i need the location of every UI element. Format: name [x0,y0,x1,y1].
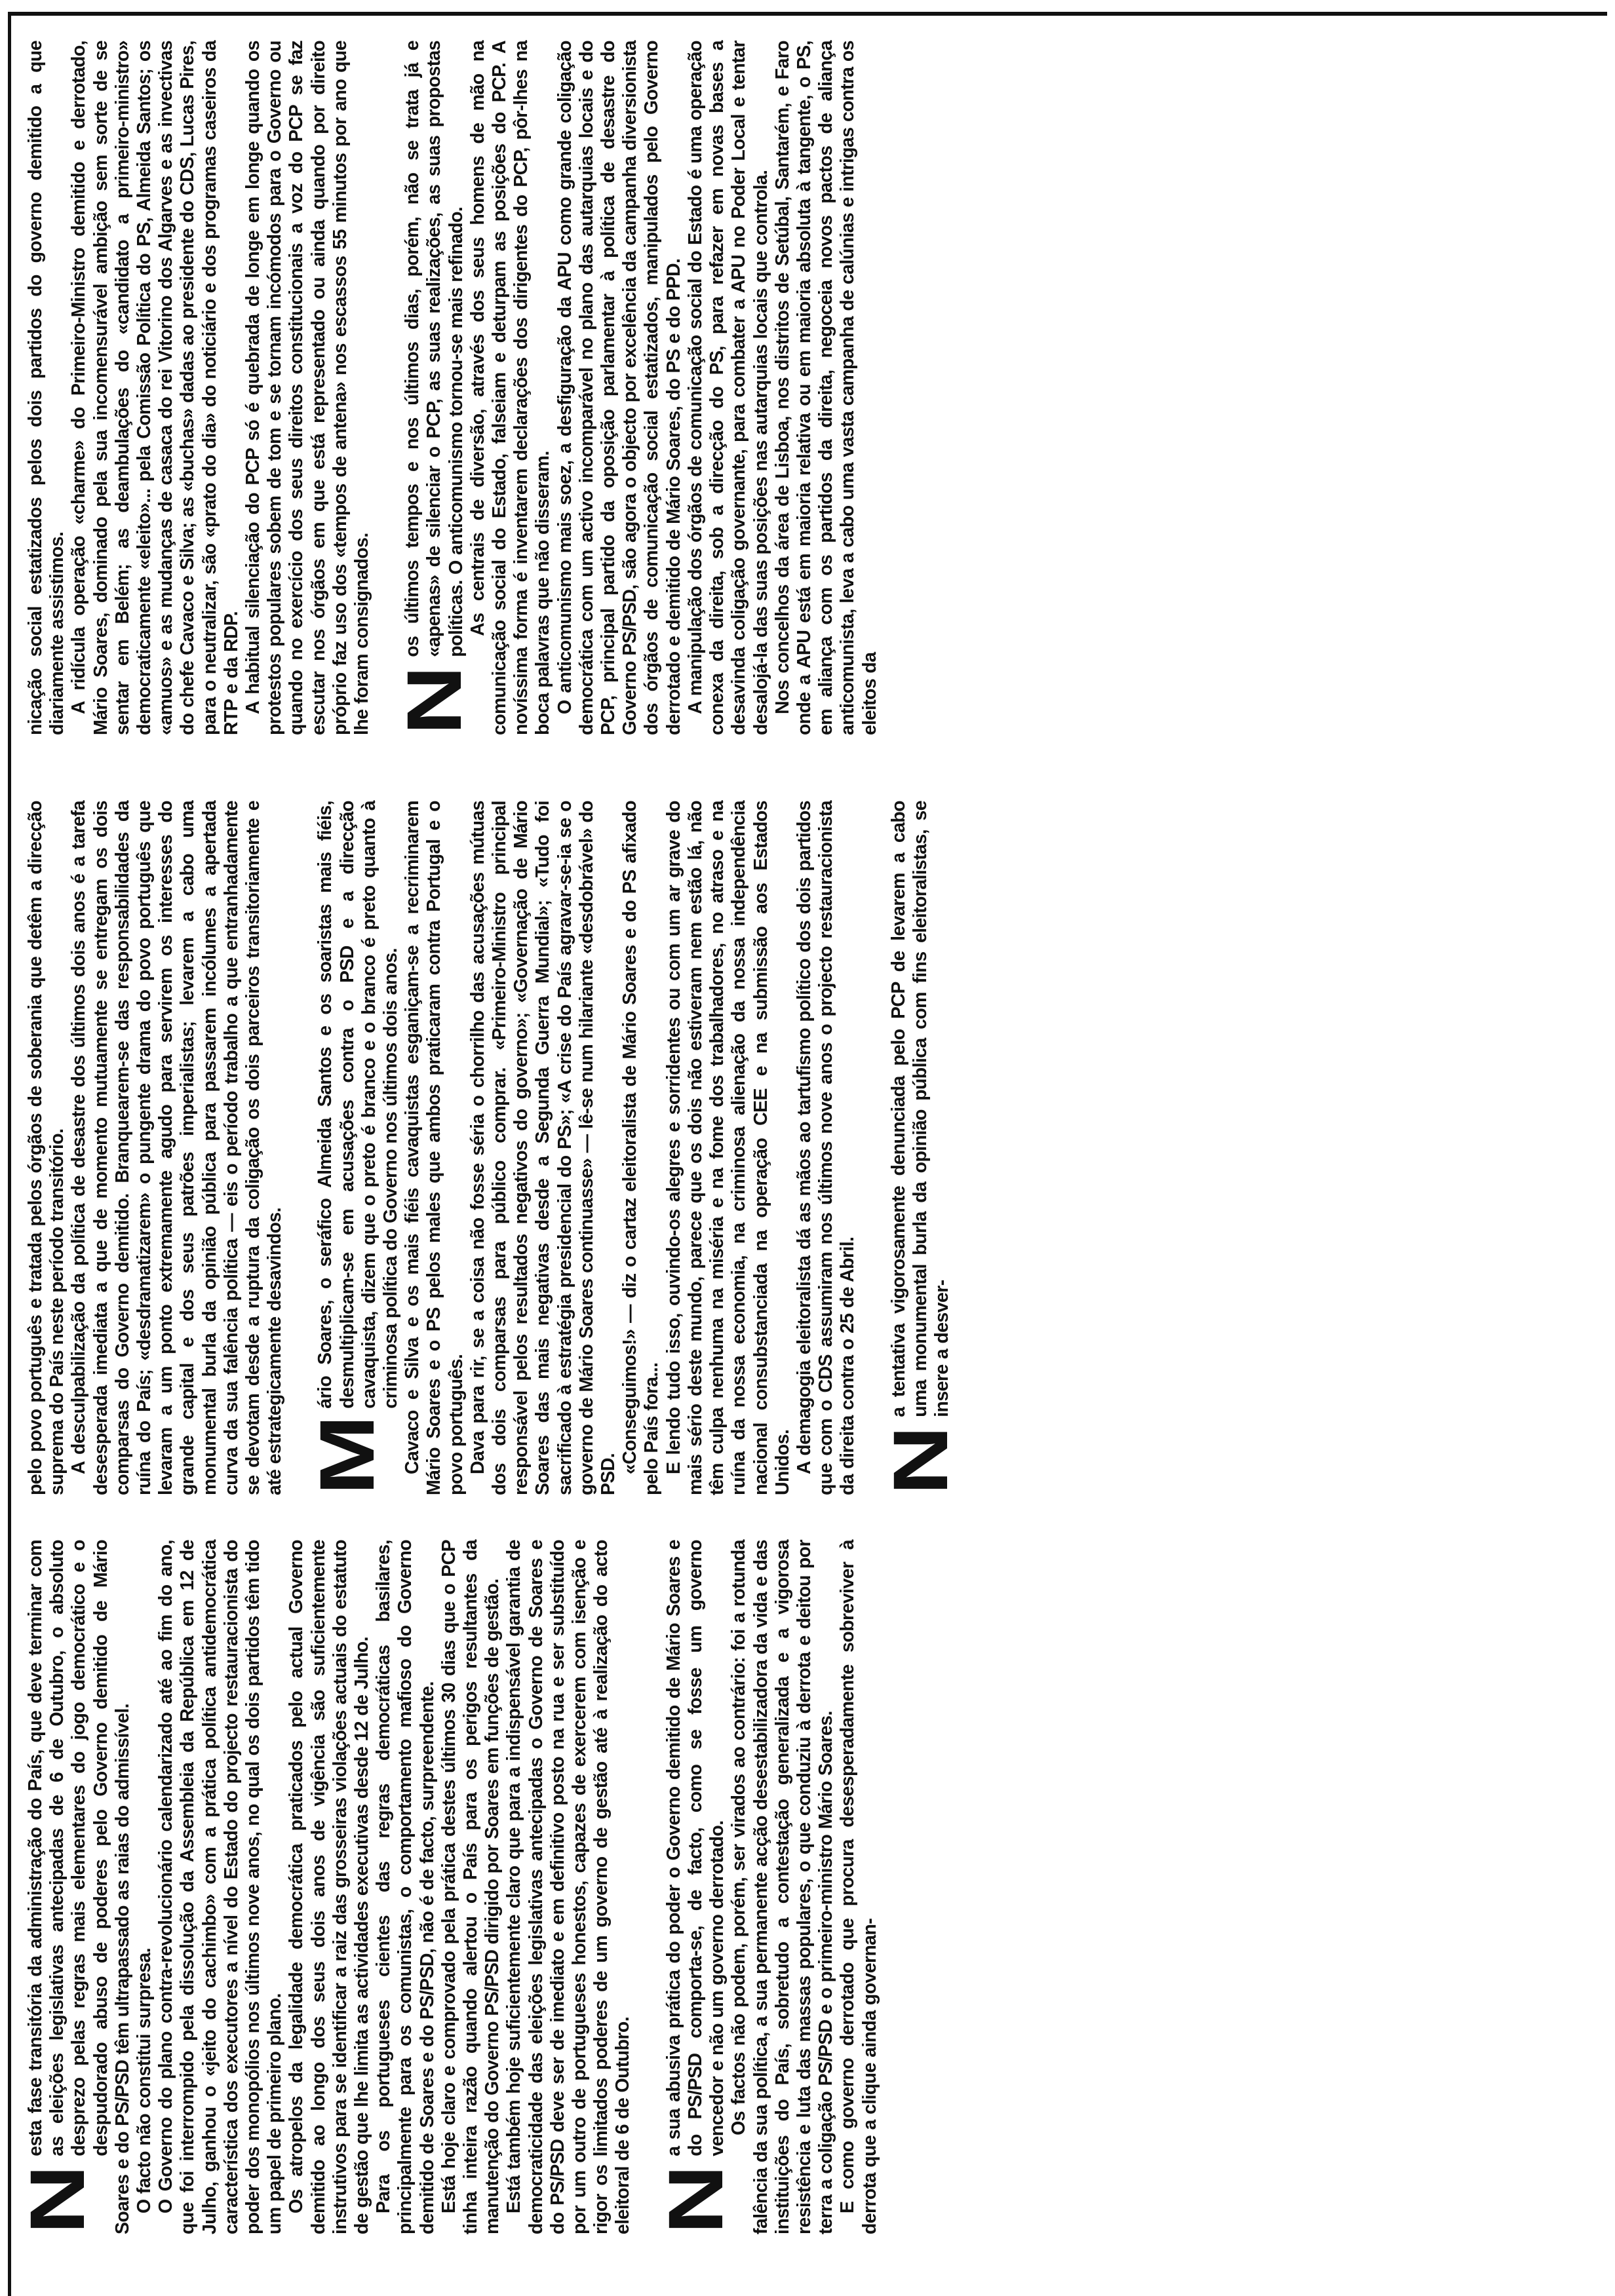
drop-cap: N [877,1425,964,1495]
article-paragraph [155,1540,286,2234]
paragraph-text: Está hoje claro e comprovado pela prática destes últimos 30 dias que o PCP tinha inteira razão quando alertou o País para os perigos resultantes da manutenção do Governo PS/PSD dirigido por Soares em funções de gestão. [438,1540,503,2234]
section-opening-paragraph [14,1540,134,2234]
paragraph-text: a sua abusiva prática do poder o Governo demitido de Mário Soares e do PS/PSD comporta-se, de facto, como se fosse um governo vencedor e não um governo derrotado. [663,1540,728,2156]
article-paragraph [663,801,794,1495]
paragraph-text: E lendo tudo isso, ouvindo-os alegres e sorridentes ou com um ar grave do mais sério deste mundo, parece que os dois não estiveram nem estão lá, não têm culpa nenhuma na miséria e na fome dos trabalhadores, no atraso e na ruína da nossa economia, na criminosa alienação da nossa independência nacional consubstanciada na operação CEE e na submissão aos Estados Unidos. [663,801,793,1495]
paragraph-text: esta fase transitória da administração do País, que deve terminar com as eleições legislativas antecipadas de 6 de Outubro, o absoluto desprezo pelas regras mais elementares do jogo democrático e o despudorado abuso de poderes pelo Governo demitido de Mário Soares e do PS/PSD têm ultrapassado as raias do admissível. [25,1540,133,2234]
article-paragraph [555,41,685,735]
article-paragraph [728,1540,837,2234]
paragraph-text: As centrais de diversão, através dos seus homens de mão na comunicação social do Estado, falseiam e deturpam as posições do PCP. A novíssima forma é inventarem declarações dos dirigentes do PCP, pôr-lhes na boca palavras que não disseram. [467,41,554,735]
paragraph-text: Dava para rir, se a coisa não fosse séria o chorrilho das acusações mútuas dos dois comparsas para público comprar. «Primeiro-Ministro principal responsável pelos resultados negativos do governo»; «Governação de Mário Soares das mais negativas desde a Segunda Guerra Mundial»; «Tudo foi sacrificado à estratégia presidencial do PS»; «A crise do País agravar-se-ia se o governo de Mário Soares continuasse» — lê-se num hilariante «desdobrável» do PSD. [467,801,619,1495]
paragraph-text: Os atropelos da legalidade democrática praticados pelo actual Governo demitido ao longo dos seus dois anos de vigência são suficientemente instrutivos para se identificar a raiz das grosseiras violações actuais do estatuto de gestão que lhe limita as actividades executivas desde 12 de Julho. [286,1540,373,2234]
article-column-1 [14,1540,1598,2234]
article-paragraph [373,1540,438,2234]
paragraph-text: A demagogia eleitoralista dá as mãos ao tartufismo político dos dois partidos que com o CDS assumiram nos últimos nove anos o projecto restauracionista da direita contra o 25 de Abril. [793,801,859,1495]
section-opening-paragraph [877,801,964,1495]
paragraph-text: A habitual silenciação do PCP só é quebrada de longe em longe quando os protestos populares sobem de tom e se tornam incómodos para o Governo ou quando no exercício dos seus direitos constitucionais a voz do PCP se faz escutar nos órgãos em que está representado ou ainda quando por direito próprio faz uso dos «tempos de antena» nos escassos 55 minutos por ano que lhe foram consignados. [243,41,373,735]
paragraph-text: Os factos não podem, porém, ser virados ao contrário: foi a rotunda falência da sua política, a sua permanente acção desestabilizadora da vida e das instituições do País, sobretudo a contestação generalizada e a vigorosa resistência e luta das massas populares, o que conduziu à derrota e deitou por terra a coligação PS/PSD e o primeiro-ministro Mário Soares. [728,1540,837,2234]
article-paragraph [243,41,373,735]
article-paragraph [503,1540,634,2234]
paragraph-text: O Governo do plano contra-revolucionário calendarizado até ao fim do ano, que foi interrompido pela dissolução da Assembleia da República em 12 de Julho, ganhou o «jeito do cachimbo» com a prática política antidemocrática característica dos executores a nível do Estado do projecto restauracionista do poder dos monopólios nos últimos nove anos, no qual os dois partidos têm tido um papel de primeiro plano. [155,1540,286,2234]
article-paragraph [619,801,663,1495]
paragraph-text: Nos concelhos da área de Lisboa, nos distritos de Setúbal, Santarém, e Faro onde a APU está em maioria relativa ou em maioria absoluta à tangente, o PS, em aliança com os partidos da direita, negoceia novos pactos de aliança anticomunista, leva a cabo uma vasta campanha de calúnias e intrigas contra os eleitos da [771,41,880,735]
section-opening-paragraph [391,41,478,735]
paragraph-text: ário Soares, o seráfico Almeida Santos e os soaristas mais fiéis, desmultiplicam-se em acusações contra o PSD e a direcção cavaquista, dizem que o preto é branco e o branco é preto quanto à criminosa política do Governo nos últimos dois anos. [315,801,402,1409]
article-paragraph [402,801,467,1495]
drop-cap: N [14,2164,101,2234]
drop-cap: N [391,665,478,735]
paragraph-text: «Conseguimos!» — diz o cartaz eleitoralista de Mário Soares e do PS afixado pelo País fora... [619,801,663,1495]
page-border-top [8,12,11,2296]
section-opening-paragraph [304,801,402,1495]
paragraph-text: nicação social estatizados pelos dois partidos do governo demitido a que diariamente assistimos. [25,41,68,735]
paragraph-text: pelo povo português e tratada pelos órgãos de soberania que detêm a direcção suprema do País neste período transitório. [25,801,68,1495]
drop-cap: M [304,1415,391,1495]
section-opening-paragraph [652,1540,739,2234]
article-paragraph [685,41,772,735]
paragraph-text: a tentativa vigorosamente denunciada pelo PCP de levarem a cabo uma monumental burla da opinião pública com fins eleitoralistas, se insere a desver- [887,801,952,1417]
paragraph-text: Para os portugueses cientes das regras democráticas basilares, principalmente para os comunistas, o comportamento mafioso do Governo demitido de Soares e do PS/PSD, não é de facto, surpreendente. [373,1540,438,2234]
paragraph-text: Está também hoje suficientemente claro que para a indispensável garantia de democraticidade das eleições legislativas antecipadas o Governo de Soares e do PS/PSD deve ser de imediato e em definitivo posto na rua e ser substituído por um outro de portugueses honestos, capazes de exercerem com isenção e rigor os limitados poderes de um governo de gestão até à realização do acto eleitoral de 6 de Outubro. [503,1540,634,2234]
article-paragraph [467,41,555,735]
paragraph-text: os últimos tempos e nos últimos dias, porém, não se trata já e «apenas» de silenciar o PCP, as suas realizações, as suas propostas políticas. O anticomunismo tornou-se mais refinado. [402,41,467,657]
article-paragraph [837,1540,880,2234]
paragraph-text: Cavaco e Silva e os mais fiéis cavaquistas esganiçam-se a recriminarem Mário Soares e o PS pelos males que ambos praticaram contra Portugal e o povo português. [402,801,467,1495]
article-paragraph [772,41,881,735]
article-paragraph [438,1540,504,2234]
paragraph-text: A ridícula operação «charme» do Primeiro-Ministro demitido e derrotado, Mário Soares, dominado pela sua incomensurável ambição sem sorte de se sentar em Belém; as deambulações do «candidato a primeiro-ministro» democraticamente «eleito»... pela Comissão Política do PS, Almeida Santos; os «amuos» e as mudanças de casaca do rei Vitorino dos Algarves e as invectivas do chefe Cavaco e Silva; as «buchas» dadas ao presidente do CDS, Lucas Pires, para o neutralizar, são «prato do dia» do noticiário e dos programas caseiros da RTP e da RDP. [68,41,242,735]
article-paragraph [25,41,68,735]
article-paragraph [794,801,859,1495]
article-paragraph [286,1540,373,2234]
article-paragraph [68,41,243,735]
paragraph-text: E como governo derrotado que procura desesperadamente sobreviver à derrota que a clique ainda governan- [837,1540,880,2234]
article-column-2 [25,801,1598,1495]
paragraph-text: O facto não constitui surpresa. [134,1947,155,2213]
paragraph-text: O anticomunismo mais soez, a desfiguração da APU como grande coligação democrática com um activo incomparável no plano das autarquias locais e do PCP, principal partido da oposição parlamentar à política de desastre do Governo PS/PSD, são agora o objecto por excelência da campanha diversionista dos órgãos de comunicação social estatizados, manipulados pelo Governo derrotado e demitido de Mário Soares, do PS e do PPD. [554,41,684,735]
drop-cap: N [652,2164,739,2234]
article-paragraph [25,801,68,1495]
article-column-3 [25,41,1598,735]
article-paragraph [467,801,619,1495]
paragraph-text: A desculpabilização da política de desastre dos últimos dois anos é a tarefa desesperada imediata a que de momento mutuamente se entregam os dois comparsas do Governo demitido. Branquearem-se das responsabilidades da ruína do País; «desdramatizarem» o pungente drama do povo português que levaram a um ponto extremamente agudo para servirem os interesses do grande capital e dos seus patrões imperialistas; levarem a cabo uma monumental burla da opinião pública para passarem incólumes a apertada curva da sua falência política — eis o período trabalho a que entranhadamente se devotam desde a ruptura da coligação os dois parceiros transitoriamente e até estrategicamente desavindos. [68,801,286,1495]
paragraph-text: A manipulação dos órgãos de comunicação social do Estado é uma operação conexa da direita, sob a direcção do PS, para refazer em novas bases a desavinda coligação governante, para combater a APU no Poder Local e tentar desalojá-la das suas posições nas autarquias locais que controla. [684,41,771,735]
article-paragraph [68,801,286,1495]
page-border-left [8,12,1607,16]
article-paragraph [134,1540,155,2234]
